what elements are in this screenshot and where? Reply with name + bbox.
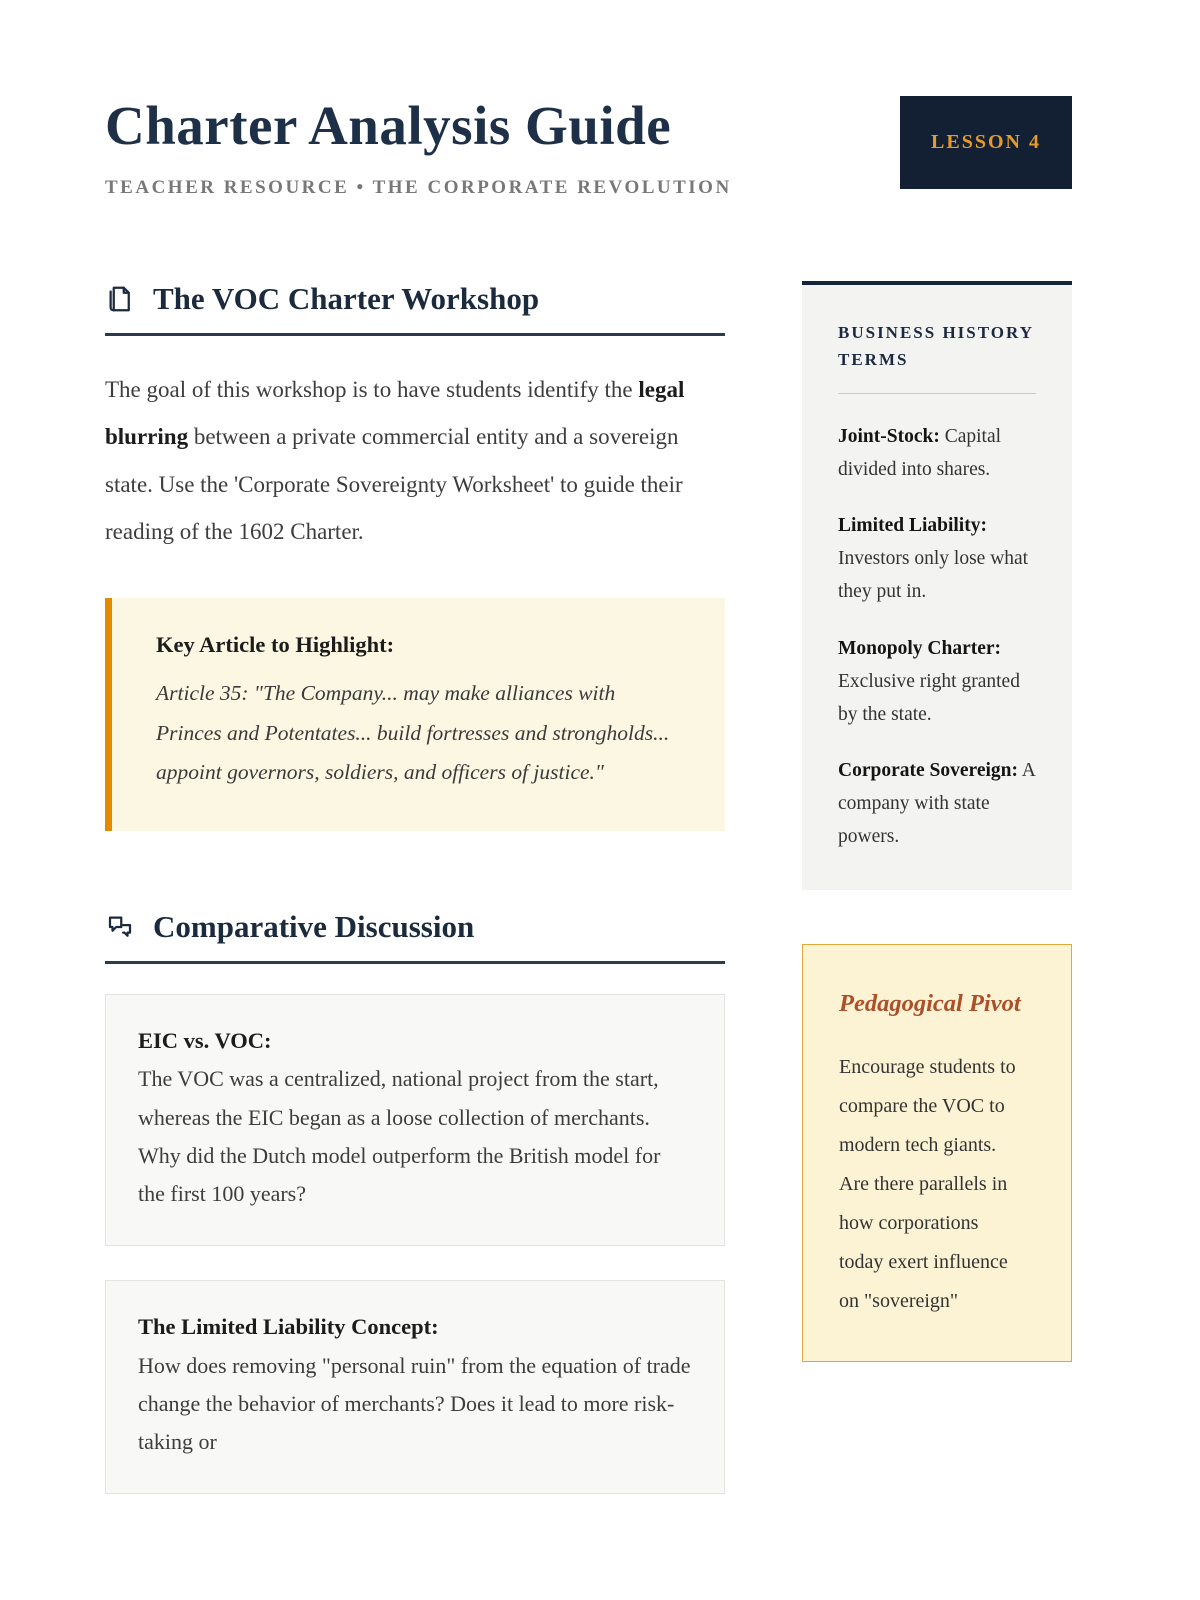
page bbox=[105, 0, 1072, 1528]
lesson-badge: LESSON 4 bbox=[900, 96, 1072, 189]
card-body: How does removing "personal ruin" from the equation of trade change the behavior of merchants? Does it lead to more risk-taking or bbox=[138, 1352, 691, 1455]
document-icon bbox=[105, 284, 135, 314]
term-label: Monopoly Charter: bbox=[838, 637, 1002, 659]
discussion-card-limited-liability bbox=[105, 1280, 725, 1494]
term-definition: Investors only lose what they put in. bbox=[838, 548, 1029, 603]
workshop-heading-label: The VOC Charter Workshop bbox=[153, 280, 540, 316]
term-corporate-sovereign bbox=[838, 754, 1036, 853]
callout-quote: Article 35: "The Company... may make alliances with Princes and Potentates... build fortresses and strongholds... appoint governors, soldiers, and officers of justice." bbox=[156, 680, 670, 785]
page-title: Charter Analysis Guide bbox=[105, 95, 672, 156]
term-joint-stock bbox=[838, 420, 1036, 486]
card-title: The Limited Liability Concept: bbox=[138, 1314, 439, 1340]
header bbox=[105, 96, 1072, 199]
business-history-terms-box bbox=[802, 281, 1072, 891]
discussion-heading bbox=[105, 909, 725, 964]
workshop-paragraph bbox=[105, 366, 725, 556]
card-title: EIC vs. VOC: bbox=[138, 1028, 272, 1054]
term-definition: Capital divided into shares. bbox=[838, 425, 1002, 481]
workshop-heading bbox=[105, 281, 725, 336]
term-label: Joint-Stock: bbox=[838, 425, 940, 447]
discussion-heading-label: Comparative Discussion bbox=[153, 909, 475, 945]
workshop-paragraph-bold: legal blurring bbox=[105, 376, 685, 450]
workshop-paragraph-before: The goal of this workshop is to have students identify the bbox=[105, 376, 639, 402]
term-label: Corporate Sovereign: bbox=[838, 760, 1018, 781]
pivot-title: Pedagogical Pivot bbox=[839, 990, 1021, 1018]
workshop-paragraph-after: between a private commercial entity and a sovereign state. Use the 'Corporate Sovereignty Worksheet' to guide their reading of the 1602 Charter. bbox=[105, 424, 683, 545]
main-column bbox=[105, 281, 725, 1529]
pivot-body: Encourage students to compare the VOC to modern tech giants. Are there parallels in how corporations today exert influence on "sovereign" bbox=[839, 1055, 1016, 1312]
card-body: The VOC was a centralized, national project from the start, whereas the EIC began as a loose collection of merchants. Why did the Dutch model outperform the British model for the first 100 years? bbox=[138, 1066, 661, 1207]
page-subtitle: TEACHER RESOURCE • THE CORPORATE REVOLUTION bbox=[105, 176, 732, 198]
sidebar bbox=[802, 281, 1072, 1362]
terms-divider bbox=[838, 393, 1036, 394]
callout-title: Key Article to Highlight: bbox=[156, 631, 395, 657]
term-definition: Exclusive right granted by the state. bbox=[838, 670, 1020, 725]
term-limited-liability bbox=[838, 509, 1036, 608]
key-article-callout bbox=[105, 598, 725, 831]
term-definition: A company with state powers. bbox=[838, 760, 1035, 848]
chat-bubbles-icon bbox=[105, 912, 135, 942]
content-columns bbox=[105, 281, 1072, 1529]
section-comparative-discussion bbox=[105, 909, 725, 1494]
pedagogical-pivot-box bbox=[802, 944, 1072, 1361]
discussion-card-eic-vs-voc bbox=[105, 994, 725, 1246]
term-label: Limited Liability: bbox=[838, 515, 987, 537]
terms-box-title: BUSINESS HISTORY TERMS bbox=[838, 322, 1034, 369]
section-voc-charter-workshop bbox=[105, 281, 725, 832]
term-monopoly-charter bbox=[838, 632, 1036, 731]
